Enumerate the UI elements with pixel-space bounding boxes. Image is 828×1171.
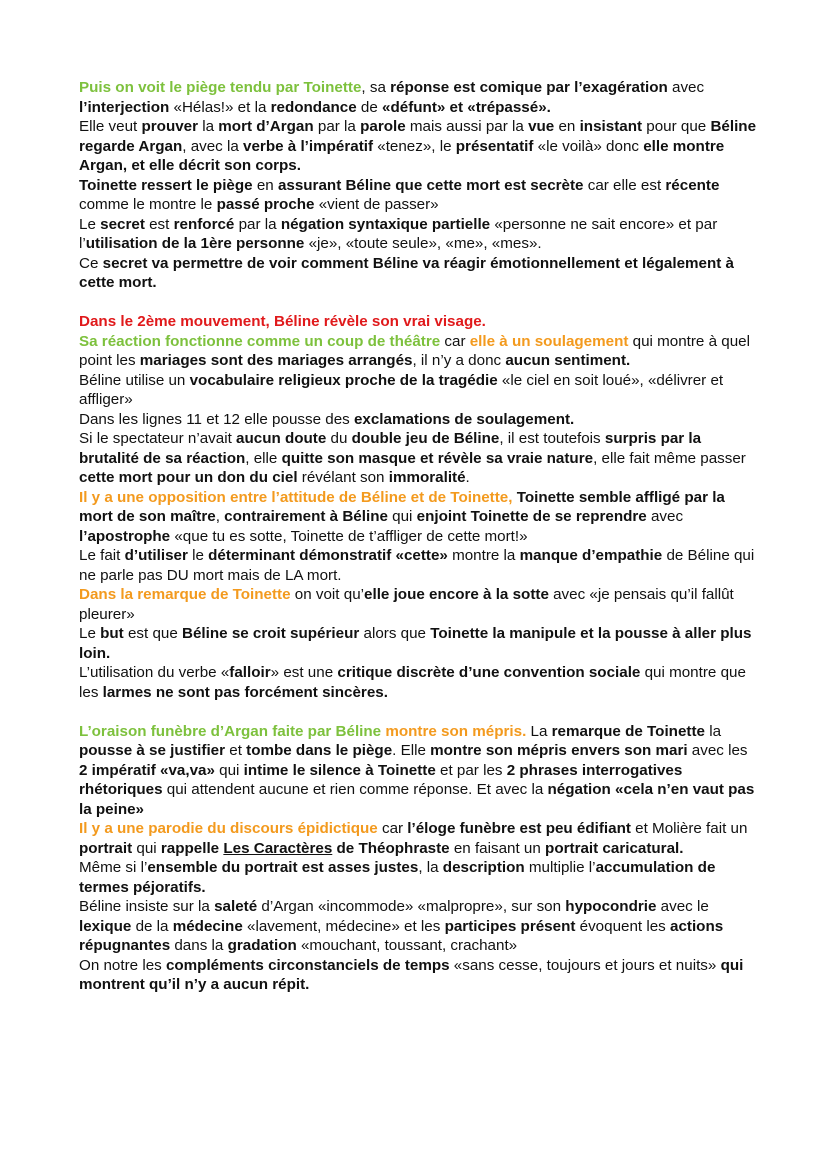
text-segment: aucun doute <box>236 430 327 447</box>
text-segment: en faisant un <box>449 839 546 857</box>
text-segment: hypocondrie <box>565 898 657 915</box>
highlighted-phrase: elle à un soulagement <box>469 332 629 350</box>
text-segment: de <box>356 98 383 116</box>
text-segment: comme le montre le <box>79 176 724 213</box>
text-segment: critique discrète d’une convention sociale <box>337 664 641 681</box>
text-segment: qui <box>214 761 244 779</box>
text-segment: de la <box>131 917 173 935</box>
text-segment: participes présent <box>444 917 576 935</box>
text-segment: renforcé <box>173 215 235 233</box>
text-segment: «je», «toute seule», «me», «mes». <box>304 235 542 252</box>
paragraph <box>79 78 758 117</box>
text-segment: Toinette la manipule et la pousse à aller plus loin. <box>79 625 756 662</box>
highlighted-phrase: Il y a une opposition entre l’attitude de Béline et de Toinette, <box>79 488 513 506</box>
text-segment: Dans les lignes 11 et 12 elle pousse des <box>79 410 354 428</box>
text-segment: . Elle <box>392 742 431 759</box>
text-segment: secret <box>100 215 145 233</box>
text-segment: 2 impératif «va,va» <box>79 761 215 779</box>
text-segment: portrait caricatural. <box>545 839 684 857</box>
text-segment: par la <box>313 118 361 135</box>
text-segment: «mouchant, toussant, crachant» <box>296 937 518 954</box>
text-segment: montre son mépris envers son mari <box>430 742 688 759</box>
paragraph-gap <box>79 702 758 722</box>
text-segment: La <box>526 722 552 740</box>
text-segment: gradation <box>227 937 297 954</box>
text-segment: dans la <box>170 937 228 954</box>
paragraph <box>79 722 758 820</box>
text-segment: Ce <box>79 254 103 272</box>
text-segment: «sans cesse, toujours et jours et nuits» <box>449 956 721 974</box>
text-segment: mort d’Argan <box>218 118 314 135</box>
highlighted-phrase: Il y a une parodie du discours épidictique <box>79 820 378 837</box>
paragraph <box>79 254 758 293</box>
text-segment: Si le spectateur n’avait <box>79 430 237 447</box>
text-segment: parole <box>360 118 406 135</box>
text-segment: immoralité <box>388 469 466 486</box>
highlighted-phrase: Dans la remarque de Toinette <box>79 586 291 603</box>
text-segment: qui montre à quel point les <box>79 332 755 369</box>
text-segment: récente <box>665 176 720 194</box>
paragraph <box>79 429 758 488</box>
text-segment: avec <box>667 79 709 96</box>
text-segment: en <box>554 118 580 135</box>
text-segment: avec «je pensais qu’il fallût pleurer» <box>79 586 739 623</box>
text-segment: multiplie l’ <box>524 859 596 876</box>
text-segment: Béline regarde Argan <box>79 118 761 155</box>
text-segment: saleté <box>214 898 258 915</box>
text-segment: . <box>465 469 470 486</box>
text-segment: la <box>704 722 726 740</box>
text-segment: est que <box>123 625 183 642</box>
text-segment: , avec la <box>182 137 244 155</box>
highlighted-phrase: Puis on voit le piège tendu par Toinette <box>79 79 362 96</box>
text-segment: avec <box>646 508 688 525</box>
text-segment: montre la <box>447 547 520 564</box>
text-segment: compléments circonstanciels de temps <box>165 956 450 974</box>
text-segment: qui <box>132 839 161 857</box>
text-segment: qui attendent aucune et rien comme réponse. Et avec la <box>162 781 548 798</box>
text-segment: Elle veut <box>79 118 142 135</box>
text-segment: vocabulaire religieux proche de la tragédie <box>189 371 498 389</box>
text-segment: , elle fait même passer <box>593 449 751 467</box>
text-segment: «le ciel en soit loué», «délivrer et affliger» <box>79 371 728 408</box>
text-segment: Toinette ressert le piège <box>79 176 253 194</box>
text-segment: de <box>336 839 355 857</box>
text-segment: , il est toutefois <box>499 430 605 447</box>
text-segment: avec le <box>656 898 713 915</box>
text-segment: qui <box>387 508 417 525</box>
text-segment: redondance <box>270 98 357 116</box>
text-segment: avec les <box>687 742 752 759</box>
text-segment: » est une <box>270 664 338 681</box>
text-segment: déterminant démonstratif «cette» <box>208 547 448 564</box>
text-segment: «le voilà» donc <box>533 137 644 155</box>
text-segment: et <box>225 742 247 759</box>
text-segment: exclamations de soulagement. <box>353 410 575 428</box>
text-segment: qui montre que les <box>79 664 751 701</box>
text-segment: d’utiliser <box>124 547 188 564</box>
paragraph <box>79 410 758 430</box>
text-segment: , il n’y a donc <box>412 352 506 369</box>
text-segment: l’éloge funèbre est peu édifiant <box>407 820 631 837</box>
highlighted-phrase: L’oraison funèbre d’Argan faite par Béline <box>79 722 382 740</box>
text-segment: cette mort pour un don du ciel <box>79 469 298 486</box>
text-segment: Le fait <box>79 547 125 564</box>
text-segment: mais aussi par la <box>405 118 529 135</box>
text-segment: Théophraste <box>358 839 450 857</box>
text-segment: car <box>377 820 408 837</box>
text-segment: Béline insiste sur la <box>79 898 215 915</box>
paragraph <box>79 956 758 995</box>
section-heading: Dans le 2ème mouvement, Béline révèle son vrai visage. <box>79 313 486 330</box>
paragraph <box>79 624 758 663</box>
paragraph <box>79 663 758 702</box>
text-segment: et par les <box>435 761 507 779</box>
paragraph <box>79 546 758 585</box>
text-segment: On notre les <box>79 956 166 974</box>
text-segment: par la <box>234 215 281 233</box>
text-segment: évoquent les <box>575 917 670 935</box>
text-segment: 2 phrases interrogatives rhétoriques <box>79 761 687 798</box>
text-segment: et Molière fait un <box>630 820 752 837</box>
text-segment: contrairement à Béline <box>224 508 388 525</box>
text-segment: utilisation de la 1ère personne <box>85 235 305 252</box>
text-segment: médecine <box>172 917 243 935</box>
paragraph <box>79 488 758 547</box>
text-segment: , elle <box>245 449 282 467</box>
highlighted-phrase: montre son mépris. <box>385 722 527 740</box>
text-segment: elle montre Argan, et elle décrit son corps. <box>79 137 728 174</box>
text-segment: on voit qu’ <box>290 586 365 603</box>
text-segment: présentatif <box>455 137 534 155</box>
text-segment: l’apostrophe <box>79 527 171 545</box>
text-segment: le <box>187 547 209 564</box>
text-segment: Béline se croit supérieur <box>182 625 360 642</box>
paragraph <box>79 176 758 215</box>
text-segment: aucun sentiment. <box>505 352 631 369</box>
paragraph <box>79 371 758 410</box>
paragraph <box>79 858 758 897</box>
text-segment: pousse à se justifier <box>79 742 226 759</box>
text-segment: est <box>144 215 174 233</box>
text-segment: négation «cela n’en vaut pas la peine» <box>79 781 759 818</box>
text-segment: «vient de passer» <box>314 196 439 213</box>
paragraph-gap <box>79 293 758 313</box>
text-segment: falloir <box>229 664 271 681</box>
paragraph <box>79 585 758 624</box>
text-segment: Béline utilise un <box>79 371 190 389</box>
text-segment: l’interjection <box>79 98 170 116</box>
text-segment: secret va permettre de voir comment Béline va réagir émotionnellement et légalement à cette mort. <box>79 254 739 291</box>
text-segment: Les Caractères <box>223 839 333 857</box>
paragraph <box>79 897 758 956</box>
text-segment: de Béline qui ne parle pas DU mort mais de LA mort. <box>79 547 759 584</box>
text-segment: elle joue encore à la sotte <box>364 586 549 603</box>
text-segment: , <box>215 508 225 525</box>
text-segment: insistant <box>579 118 643 135</box>
text-segment: quitte son masque et révèle sa vraie nature <box>281 449 594 467</box>
text-segment: prouver <box>141 118 199 135</box>
text-segment: rappelle <box>160 839 220 857</box>
paragraph <box>79 332 758 371</box>
text-segment: lexique <box>79 917 132 935</box>
text-segment: enjoint Toinette de se reprendre <box>416 508 647 525</box>
text-segment: tombe dans le piège <box>246 742 393 759</box>
paragraph <box>79 312 758 332</box>
text-segment: «défunt» et «trépassé». <box>382 98 551 116</box>
text-segment: Toinette semble affligé par la mort de son maître <box>79 488 730 525</box>
text-segment: mariages sont des mariages arrangés <box>139 352 413 369</box>
text-segment: car <box>440 332 470 350</box>
paragraph <box>79 819 758 858</box>
text-segment: but <box>100 625 124 642</box>
text-segment: «tenez», le <box>373 137 456 155</box>
text-segment: Le <box>79 625 101 642</box>
paragraph <box>79 215 758 254</box>
text-segment: actions répugnantes <box>79 917 728 954</box>
text-segment: alors que <box>359 625 431 642</box>
text-segment: la <box>198 118 219 135</box>
text-segment: «personne ne sait encore» et par l’ <box>79 215 722 252</box>
text-segment: larmes ne sont pas forcément sincères. <box>102 683 388 701</box>
text-segment: accumulation de termes péjoratifs. <box>79 859 720 896</box>
text-segment: L’utilisation du verbe « <box>79 664 230 681</box>
text-segment: , la <box>418 859 443 876</box>
text-segment: d’Argan «incommode» «malpropre», sur son <box>257 898 566 915</box>
text-segment: «que tu es sotte, Toinette de t’affliger de cette mort!» <box>170 527 528 545</box>
text-segment: passé proche <box>216 196 315 213</box>
text-segment: assurant Béline que cette mort est secrète <box>277 176 584 194</box>
text-segment: Même si l’ <box>79 859 148 876</box>
text-segment: portrait <box>79 839 133 857</box>
text-segment: «Hélas!» et la <box>169 98 271 116</box>
text-segment: verbe à l’impératif <box>243 137 374 155</box>
text-segment: réponse est comique par l’exagération <box>390 79 668 96</box>
text-segment: , sa <box>361 79 391 96</box>
text-segment: négation syntaxique partielle <box>280 215 491 233</box>
text-segment: Le <box>79 215 101 233</box>
text-segment: intime le silence à Toinette <box>243 761 436 779</box>
text-segment: double jeu de Béline <box>351 430 500 447</box>
text-segment: description <box>442 859 525 876</box>
text-segment: remarque de Toinette <box>551 722 705 740</box>
text-segment: «lavement, médecine» et les <box>242 917 445 935</box>
text-segment: manque d’empathie <box>519 547 663 564</box>
text-segment: qui montrent qu’il n’y a aucun répit. <box>79 956 748 993</box>
text-segment: ensemble du portrait est asses justes <box>147 859 419 876</box>
highlighted-phrase: Sa réaction fonctionne comme un coup de théâtre <box>79 332 441 350</box>
paragraph <box>79 117 761 176</box>
text-segment: du <box>326 430 352 447</box>
text-segment: car elle est <box>583 176 666 194</box>
text-segment: révélant son <box>297 469 389 486</box>
text-segment: pour que <box>642 118 711 135</box>
text-segment: en <box>252 176 278 194</box>
text-segment: vue <box>528 118 555 135</box>
text-segment: surpris par la brutalité de sa réaction <box>79 430 706 467</box>
